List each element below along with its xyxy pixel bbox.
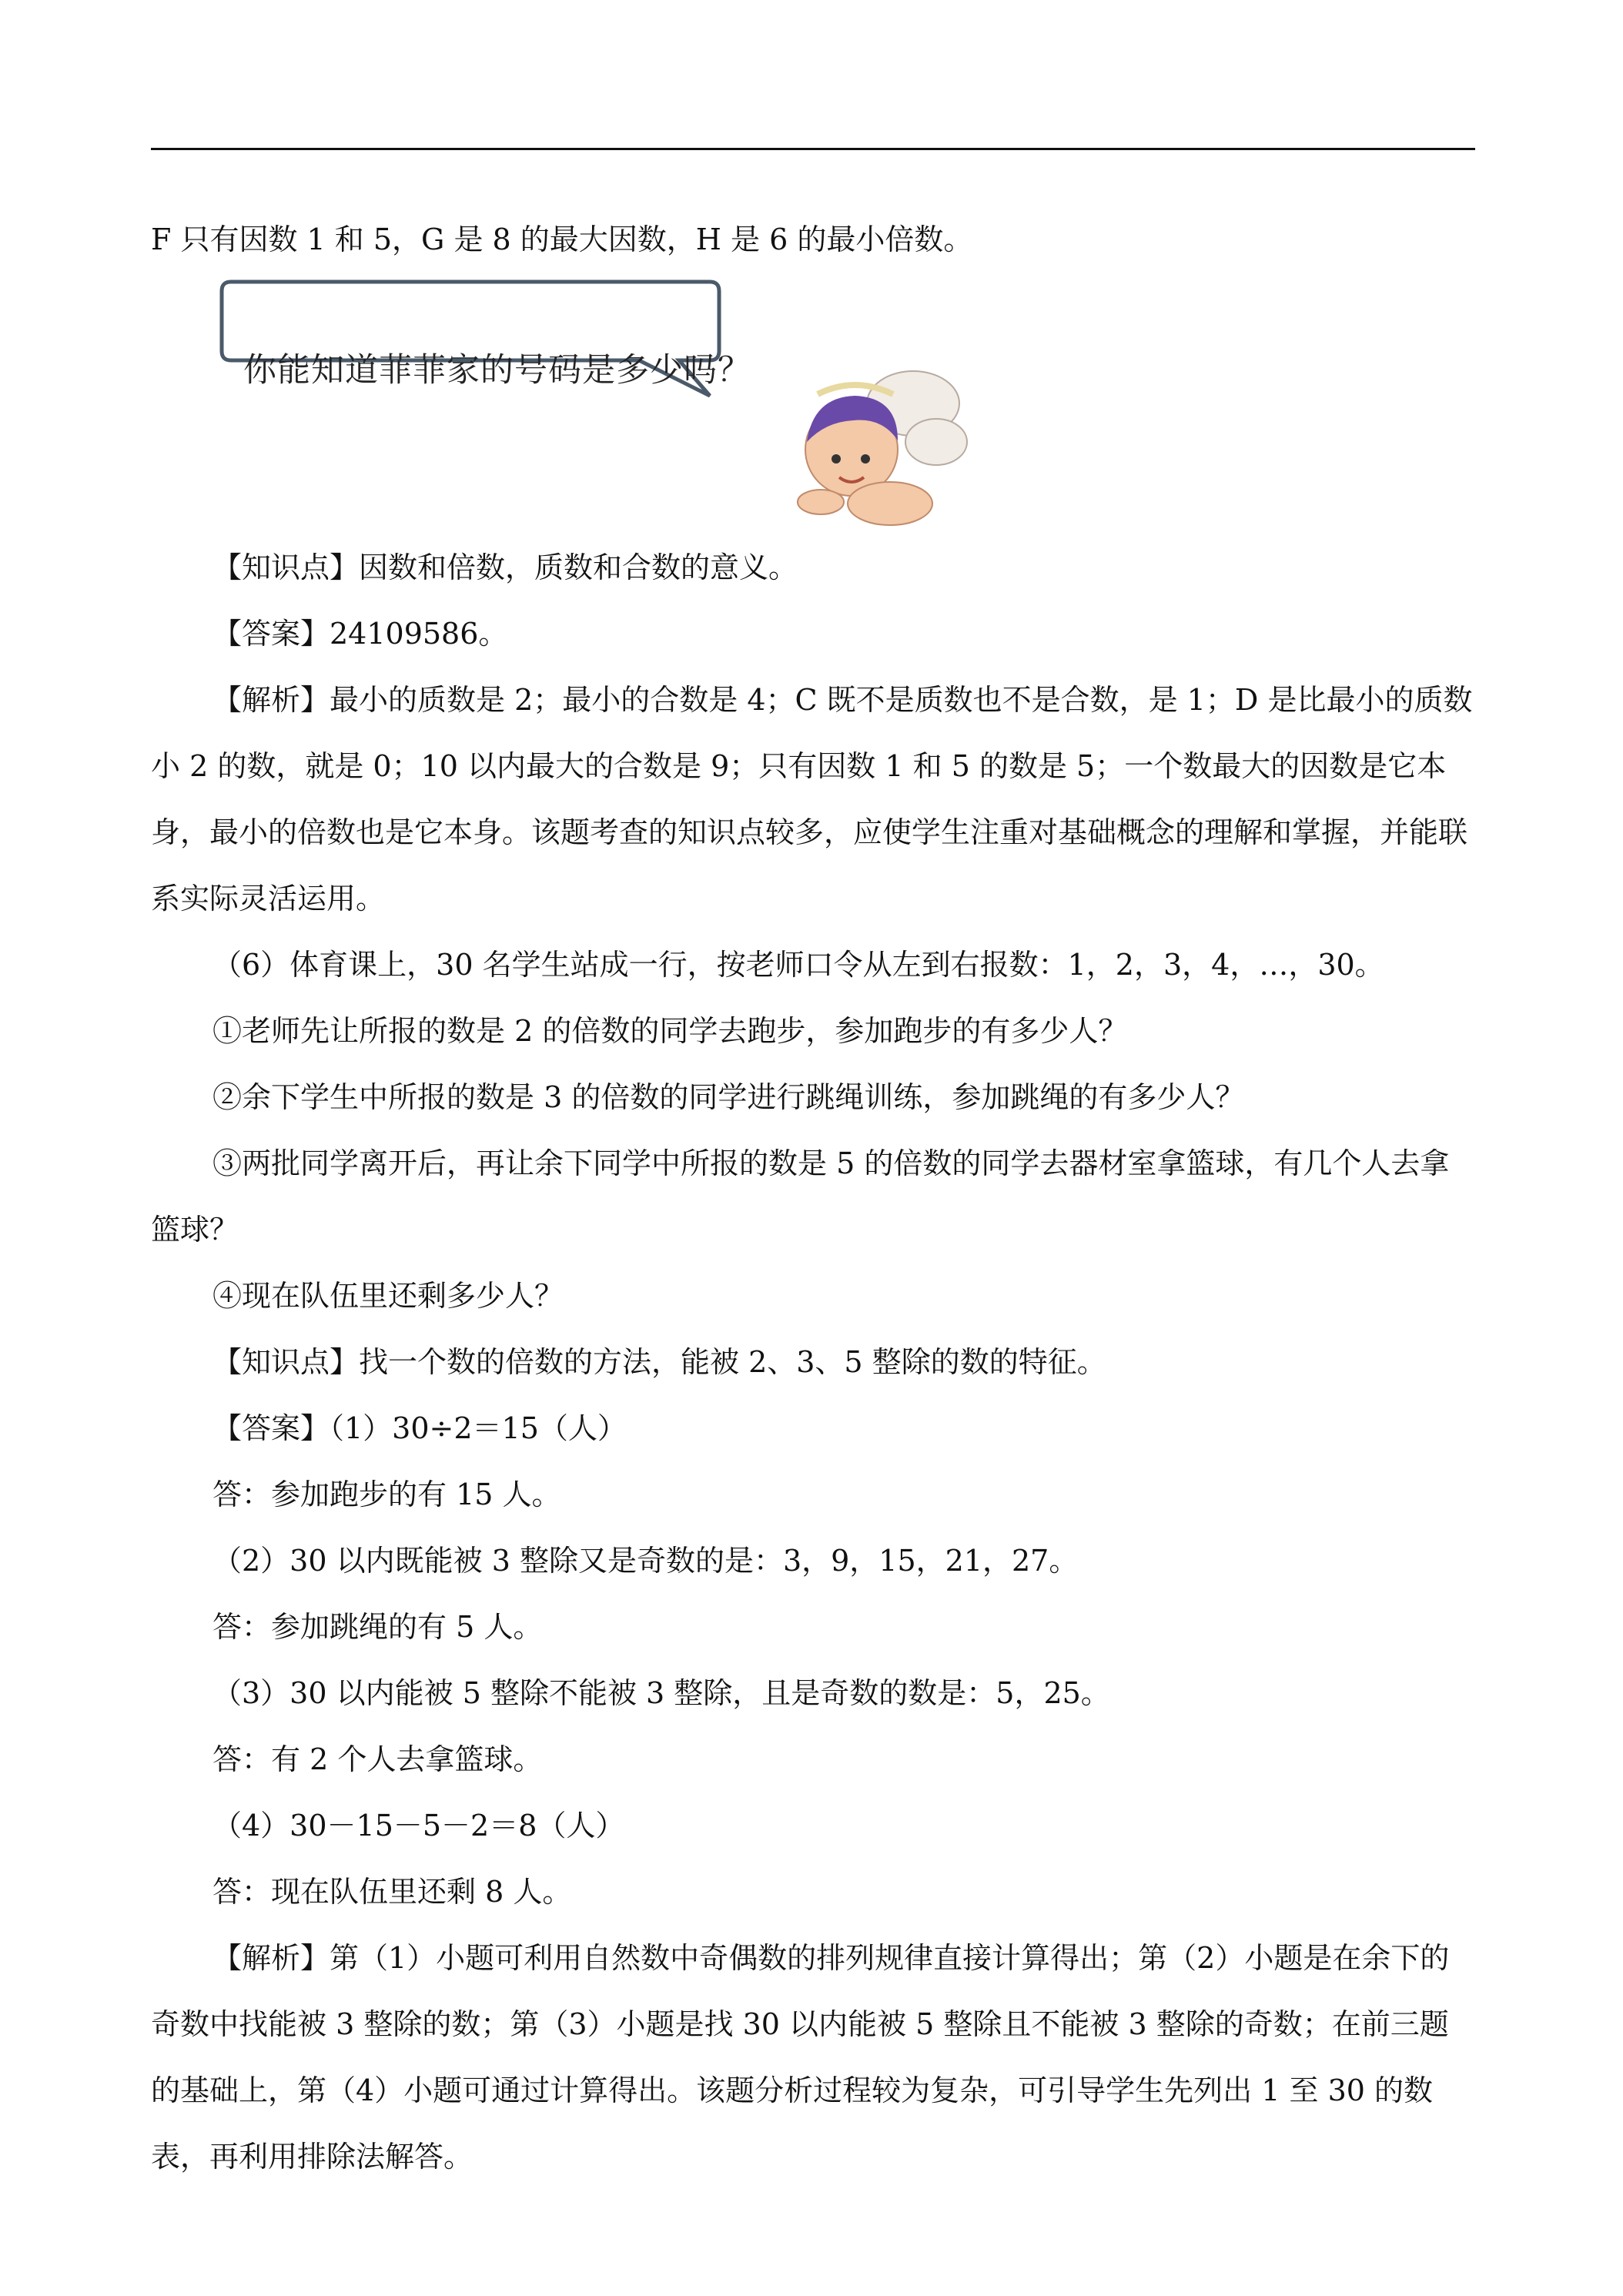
paragraph-intro: F 只有因数 1 和 5，G 是 8 的最大因数，H 是 6 的最小倍数。 xyxy=(151,223,973,256)
analysis-2: 【解析】第（1）小题可利用自然数中奇偶数的排列规律直接计算得出；第（2）小题是在余下的奇数中找能被 3 整除的数；第（3）小题是找 30 以内能被 5 整除且不能被 3 整除的奇数；在前三题的基础上，第（4）小题可通过计算得出。该题分析过程较为复杂，可引导学生先列出 1 至 30 的数表，再利用排除法解答。 xyxy=(151,1941,1450,2174)
answer-1: 【答案】24109586。 xyxy=(212,617,508,651)
cupid-illustration xyxy=(151,273,1475,534)
question-6-part-1: ①老师先让所报的数是 2 的倍数的同学去跑步，参加跑步的有多少人？ xyxy=(212,1014,1128,1048)
answer-2-reply-3: 答：有 2 个人去拿篮球。 xyxy=(212,1742,543,1776)
answer-2-step-3: （3）30 以内能被 5 整除不能被 3 整除，且是奇数的数是：5，25。 xyxy=(212,1676,1110,1710)
answer-2-step-2: （2）30 以内既能被 3 整除又是奇数的是：3，9，15，21，27。 xyxy=(212,1544,1079,1578)
bubble-text: 你能知道菲菲家的号码是多少吗？ xyxy=(243,351,751,390)
answer-2-reply-2: 答：参加跳绳的有 5 人。 xyxy=(212,1610,543,1644)
cupid-icon xyxy=(790,357,975,534)
question-6-part-4: ④现在队伍里还剩多少人？ xyxy=(212,1279,564,1313)
answer-2-reply-1: 答：参加跑步的有 15 人。 xyxy=(212,1478,561,1511)
knowledge-point-2: 【知识点】找一个数的倍数的方法，能被 2、3、5 整除的数的特征。 xyxy=(212,1345,1106,1379)
question-6: （6）体育课上，30 名学生站成一行，按老师口令从左到右报数：1，2，3，4，…，30。 xyxy=(212,948,1384,982)
answer-2-step-4: （4）30－15－5－2＝8（人） xyxy=(212,1809,625,1842)
question-6-part-3: ③两批同学离开后，再让余下同学中所报的数是 5 的倍数的同学去器材室拿篮球，有几个人去拿篮球？ xyxy=(151,1146,1450,1247)
header-divider xyxy=(151,148,1475,150)
answer-2-reply-4: 答：现在队伍里还剩 8 人。 xyxy=(212,1875,572,1909)
question-6-part-2: ②余下学生中所报的数是 3 的倍数的同学进行跳绳训练，参加跳绳的有多少人？ xyxy=(212,1080,1245,1114)
document-body xyxy=(151,206,1475,2190)
knowledge-point-1: 【知识点】因数和倍数，质数和合数的意义。 xyxy=(212,551,798,584)
answer-2-step-1: 【答案】（1）30÷2＝15（人） xyxy=(212,1411,627,1445)
analysis-1: 【解析】最小的质数是 2；最小的合数是 4；C 既不是质数也不是合数，是 1；D 是比最小的质数小 2 的数，就是 0；10 以内最大的合数是 9；只有因数 1 和 5 的数是 5；一个数最大的因数是它本身，最小的倍数也是它本身。该题考查的知识点较多，应使学生注重对基础概念的理解和掌握，并能联系实际灵活运用。 xyxy=(151,683,1473,915)
